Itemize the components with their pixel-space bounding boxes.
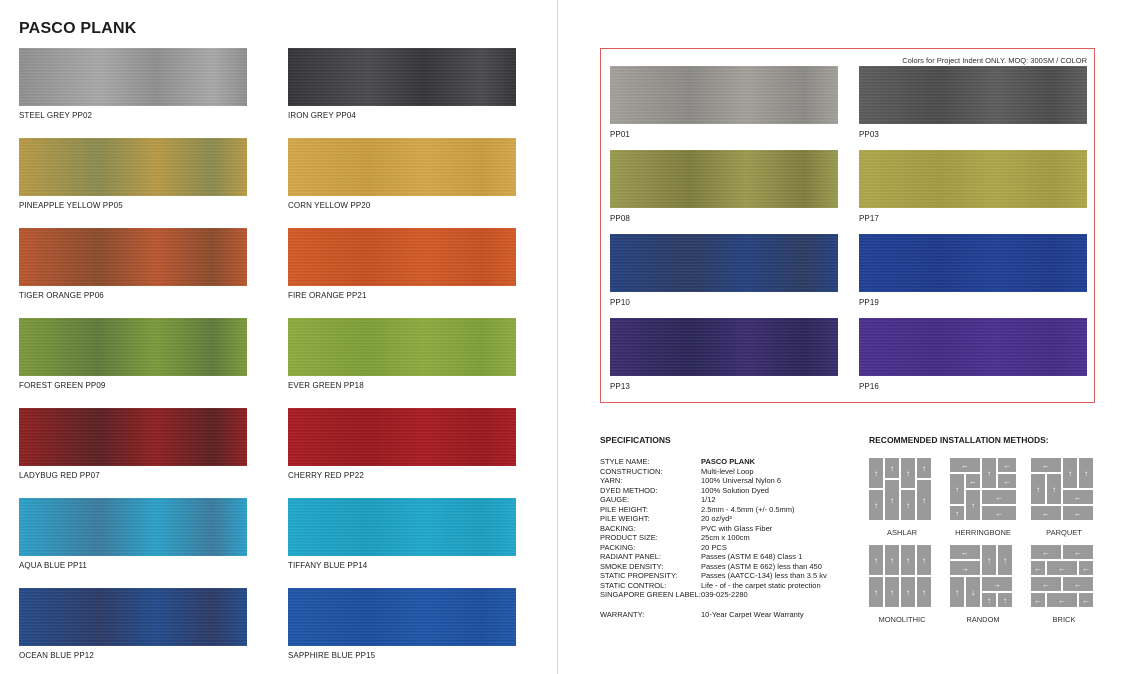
plank-tile xyxy=(998,593,1012,607)
plank-tile xyxy=(885,480,899,520)
plank-tile xyxy=(966,474,980,488)
arrow-icon: ↑ xyxy=(890,587,894,597)
spec-key: STATIC CONTROL: xyxy=(600,580,667,590)
spec-value: PVC with Glass Fiber xyxy=(701,523,773,533)
plank-tile xyxy=(1079,458,1093,488)
installation-diagram-herringbone xyxy=(950,458,1016,520)
spec-key: DYED METHOD: xyxy=(600,485,658,495)
plank-tile xyxy=(950,474,964,504)
carpet-swatch xyxy=(19,228,247,286)
plank-tile xyxy=(1031,506,1061,520)
installation-diagram-brick xyxy=(1031,545,1097,607)
arrow-icon: ← xyxy=(1082,595,1090,605)
installation-diagram-random xyxy=(950,545,1016,607)
arrow-icon: ↑ xyxy=(1003,595,1007,605)
plank-tile xyxy=(966,577,980,607)
plank-tile xyxy=(998,474,1016,488)
project-swatch-label: PP08 xyxy=(610,214,630,223)
arrow-icon: ↑ xyxy=(922,555,926,565)
project-swatch-label: PP01 xyxy=(610,130,630,139)
spec-value: Passes (ASTM E 662) less than 450 xyxy=(701,561,822,571)
carpet-swatch xyxy=(288,138,516,196)
plank-tile xyxy=(901,458,915,488)
plank-tile xyxy=(869,577,883,607)
plank-tile xyxy=(1079,593,1093,607)
plank-tile xyxy=(982,593,996,607)
arrow-icon: ↑ xyxy=(906,500,910,510)
arrow-icon: ← xyxy=(995,492,1003,502)
arrow-icon: ← xyxy=(1074,579,1082,589)
spec-value: 2.5mm - 4.5mm (+/- 0.5mm) xyxy=(701,504,795,514)
warranty-key: WARRANTY: xyxy=(600,610,645,619)
plank-tile xyxy=(1063,506,1093,520)
project-swatch-label: PP10 xyxy=(610,298,630,307)
arrow-icon: ← xyxy=(995,508,1003,518)
arrow-icon: ↑ xyxy=(955,508,959,518)
carpet-swatch xyxy=(19,48,247,106)
swatch-label: AQUA BLUE PP11 xyxy=(19,561,87,570)
carpet-swatch xyxy=(19,588,247,646)
spec-value: 100% Solution Dyed xyxy=(701,485,769,495)
spec-value: Life - of - the carpet static protection xyxy=(701,580,821,590)
installation-diagram-parquet xyxy=(1031,458,1097,520)
plank-tile xyxy=(982,490,1016,504)
swatch-label: EVER GREEN PP18 xyxy=(288,381,364,390)
installation-method-label: RANDOM xyxy=(966,615,1000,624)
plank-tile xyxy=(950,561,980,575)
arrow-icon: ↑ xyxy=(1084,468,1088,478)
project-swatch-label: PP17 xyxy=(859,214,879,223)
plank-tile xyxy=(1063,545,1093,559)
installation-method-label: BRICK xyxy=(1052,615,1076,624)
swatch-label: LADYBUG RED PP07 xyxy=(19,471,100,480)
plank-tile xyxy=(950,458,980,472)
spec-key: PACKING: xyxy=(600,542,636,552)
plank-tile xyxy=(982,506,1016,520)
plank-tile xyxy=(1047,593,1077,607)
plank-tile xyxy=(885,458,899,478)
arrow-icon: ← xyxy=(969,476,977,486)
arrow-icon: ← xyxy=(1042,547,1050,557)
installation-method-label: ASHLAR xyxy=(886,528,917,537)
project-swatch xyxy=(859,318,1087,376)
plank-tile xyxy=(982,458,996,488)
spec-value: Passes (AATCC-134) less than 3.5 kv xyxy=(701,571,827,580)
plank-tile xyxy=(1031,545,1061,559)
swatch-label: CHERRY RED PP22 xyxy=(288,471,364,480)
arrow-icon: ↑ xyxy=(971,500,975,510)
project-swatch xyxy=(610,234,838,292)
spec-key: PRODUCT SIZE: xyxy=(600,533,658,542)
spec-key: PILE HEIGHT: xyxy=(600,504,648,514)
plank-tile xyxy=(1031,577,1061,591)
arrow-icon: ↑ xyxy=(874,587,878,597)
spec-key: RADIANT PANEL: xyxy=(600,552,661,561)
plank-tile xyxy=(1031,561,1045,575)
plank-tile xyxy=(1063,458,1077,488)
plank-tile xyxy=(901,545,915,575)
swatch-label: IRON GREY PP04 xyxy=(288,111,356,120)
installation-method-label: HERRINGBONE xyxy=(955,528,1011,537)
arrow-icon: ↑ xyxy=(890,495,894,505)
plank-tile xyxy=(950,545,980,559)
arrow-icon: ← xyxy=(1058,563,1066,573)
arrow-icon: ↑ xyxy=(874,555,878,565)
plank-tile xyxy=(950,577,964,607)
project-swatch xyxy=(610,318,838,376)
arrow-icon: ↑ xyxy=(922,463,926,473)
arrow-icon: → xyxy=(993,579,1001,589)
arrow-icon: ← xyxy=(1042,460,1050,470)
project-swatch xyxy=(610,150,838,208)
carpet-swatch xyxy=(288,48,516,106)
carpet-swatch xyxy=(288,498,516,556)
swatch-label: FOREST GREEN PP09 xyxy=(19,381,106,390)
plank-tile xyxy=(1047,474,1061,504)
plank-tile xyxy=(982,577,1012,591)
installation-diagram-monolithic xyxy=(869,545,935,607)
plank-tile xyxy=(917,577,931,607)
arrow-icon: ← xyxy=(961,460,969,470)
carpet-swatch xyxy=(19,408,247,466)
plank-tile xyxy=(982,545,996,575)
swatch-label: TIGER ORANGE PP06 xyxy=(19,291,104,300)
plank-tile xyxy=(869,458,883,488)
plank-tile xyxy=(1063,490,1093,504)
plank-tile xyxy=(901,490,915,520)
arrow-icon: ← xyxy=(1074,508,1082,518)
plank-tile xyxy=(1063,577,1093,591)
arrow-icon: ↑ xyxy=(890,463,894,473)
carpet-swatch xyxy=(19,318,247,376)
specifications-heading: SPECIFICATIONS xyxy=(600,435,671,445)
spec-value: 039-025-2280 xyxy=(701,590,748,599)
spec-key: BACKING: xyxy=(600,523,636,533)
warranty-value: 10-Year Carpet Wear Warranty xyxy=(701,610,804,619)
spec-value: Multi-level Loop xyxy=(701,466,754,476)
spec-value: 20 oz/yd² xyxy=(701,514,732,523)
carpet-swatch xyxy=(288,228,516,286)
project-swatch xyxy=(610,66,838,124)
spec-key: GAUGE: xyxy=(600,495,630,504)
arrow-icon: ← xyxy=(1058,595,1066,605)
arrow-icon: ↑ xyxy=(1036,484,1040,494)
arrow-icon: → xyxy=(961,563,969,573)
project-swatch xyxy=(859,234,1087,292)
plank-tile xyxy=(998,458,1016,472)
arrow-icon: ↑ xyxy=(987,468,991,478)
arrow-icon: ← xyxy=(1042,579,1050,589)
spec-key: YARN: xyxy=(600,476,623,485)
spec-key: STYLE NAME: xyxy=(600,457,650,466)
arrow-icon: ↑ xyxy=(955,587,959,597)
arrow-icon: ↑ xyxy=(874,468,878,478)
plank-tile xyxy=(917,480,931,520)
swatch-label: CORN YELLOW PP20 xyxy=(288,201,371,210)
arrow-icon: ← xyxy=(1003,460,1011,470)
spec-key: SINGAPORE GREEN LABEL: xyxy=(600,590,701,599)
arrow-icon: ↑ xyxy=(922,587,926,597)
project-swatch-label: PP19 xyxy=(859,298,879,307)
plank-tile xyxy=(885,545,899,575)
arrow-icon: ← xyxy=(1074,547,1082,557)
plank-tile xyxy=(1031,593,1045,607)
arrow-icon: ← xyxy=(1034,563,1042,573)
swatch-label: FIRE ORANGE PP21 xyxy=(288,291,367,300)
arrow-icon: ← xyxy=(1003,476,1011,486)
arrow-icon: ↑ xyxy=(906,555,910,565)
swatch-label: SAPPHIRE BLUE PP15 xyxy=(288,651,376,660)
spec-value: PASCO PLANK xyxy=(701,457,756,466)
project-swatch-label: PP13 xyxy=(610,382,630,391)
arrow-icon: ↑ xyxy=(922,495,926,505)
installation-method-label: PARQUET xyxy=(1046,528,1082,537)
plank-tile xyxy=(1031,458,1061,472)
plank-tile xyxy=(966,490,980,520)
arrow-icon: ↓ xyxy=(971,587,975,597)
plank-tile xyxy=(917,458,931,478)
arrow-icon: ← xyxy=(1042,508,1050,518)
arrow-icon: ↑ xyxy=(955,484,959,494)
project-swatch-label: PP16 xyxy=(859,382,879,391)
plank-tile xyxy=(885,577,899,607)
swatch-label: STEEL GREY PP02 xyxy=(19,111,93,120)
plank-tile xyxy=(869,545,883,575)
arrow-icon: ← xyxy=(1074,492,1082,502)
installation-method-label: MONOLITHIC xyxy=(878,615,926,624)
plank-tile xyxy=(998,545,1012,575)
swatch-label: PINEAPPLE YELLOW PP05 xyxy=(19,201,123,210)
carpet-swatch xyxy=(288,318,516,376)
spec-key: CONSTRUCTION: xyxy=(600,466,663,476)
carpet-swatch xyxy=(288,588,516,646)
arrow-icon: ↑ xyxy=(987,555,991,565)
arrow-icon: ↑ xyxy=(1003,555,1007,565)
plank-tile xyxy=(1079,561,1093,575)
plank-tile xyxy=(1047,561,1077,575)
spec-value: 100% Universal Nylon 6 xyxy=(701,476,782,485)
arrow-icon: ← xyxy=(1082,563,1090,573)
arrow-icon: ↑ xyxy=(906,587,910,597)
project-swatch xyxy=(859,150,1087,208)
spec-value: 1/12 xyxy=(701,495,716,504)
spec-key: PILE WEIGHT: xyxy=(600,514,650,523)
arrow-icon: ↑ xyxy=(890,555,894,565)
spec-value: 20 PCS xyxy=(701,542,727,552)
spec-value: Passes (ASTM E 648) Class 1 xyxy=(701,552,803,561)
arrow-icon: ↑ xyxy=(1052,484,1056,494)
page-title: PASCO PLANK xyxy=(19,20,137,37)
carpet-swatch xyxy=(19,498,247,556)
plank-tile xyxy=(1031,474,1045,504)
project-swatch xyxy=(859,66,1087,124)
arrow-icon: ↑ xyxy=(906,468,910,478)
arrow-icon: ← xyxy=(961,547,969,557)
installation-diagram-ashlar xyxy=(869,458,935,520)
spec-value: 25cm x 100cm xyxy=(701,533,750,542)
project-swatch-label: PP03 xyxy=(859,130,879,139)
carpet-swatch xyxy=(288,408,516,466)
plank-tile xyxy=(869,490,883,520)
page-divider xyxy=(557,0,558,674)
arrow-icon: ↑ xyxy=(1068,468,1072,478)
installation-heading: RECOMMENDED INSTALLATION METHODS: xyxy=(869,435,1049,445)
swatch-label: OCEAN BLUE PP12 xyxy=(19,651,94,660)
swatch-label: TIFFANY BLUE PP14 xyxy=(288,561,368,570)
spec-key: STATIC PROPENSITY: xyxy=(600,571,678,580)
spec-key: SMOKE DENSITY: xyxy=(600,561,664,571)
carpet-swatch xyxy=(19,138,247,196)
plank-tile xyxy=(917,545,931,575)
arrow-icon: ↑ xyxy=(987,595,991,605)
project-indent-note: Colors for Project Indent ONLY. MOQ: 300SM / COLOR xyxy=(902,56,1087,65)
plank-tile xyxy=(901,577,915,607)
arrow-icon: ← xyxy=(1034,595,1042,605)
plank-tile xyxy=(950,506,964,520)
arrow-icon: ↑ xyxy=(874,500,878,510)
